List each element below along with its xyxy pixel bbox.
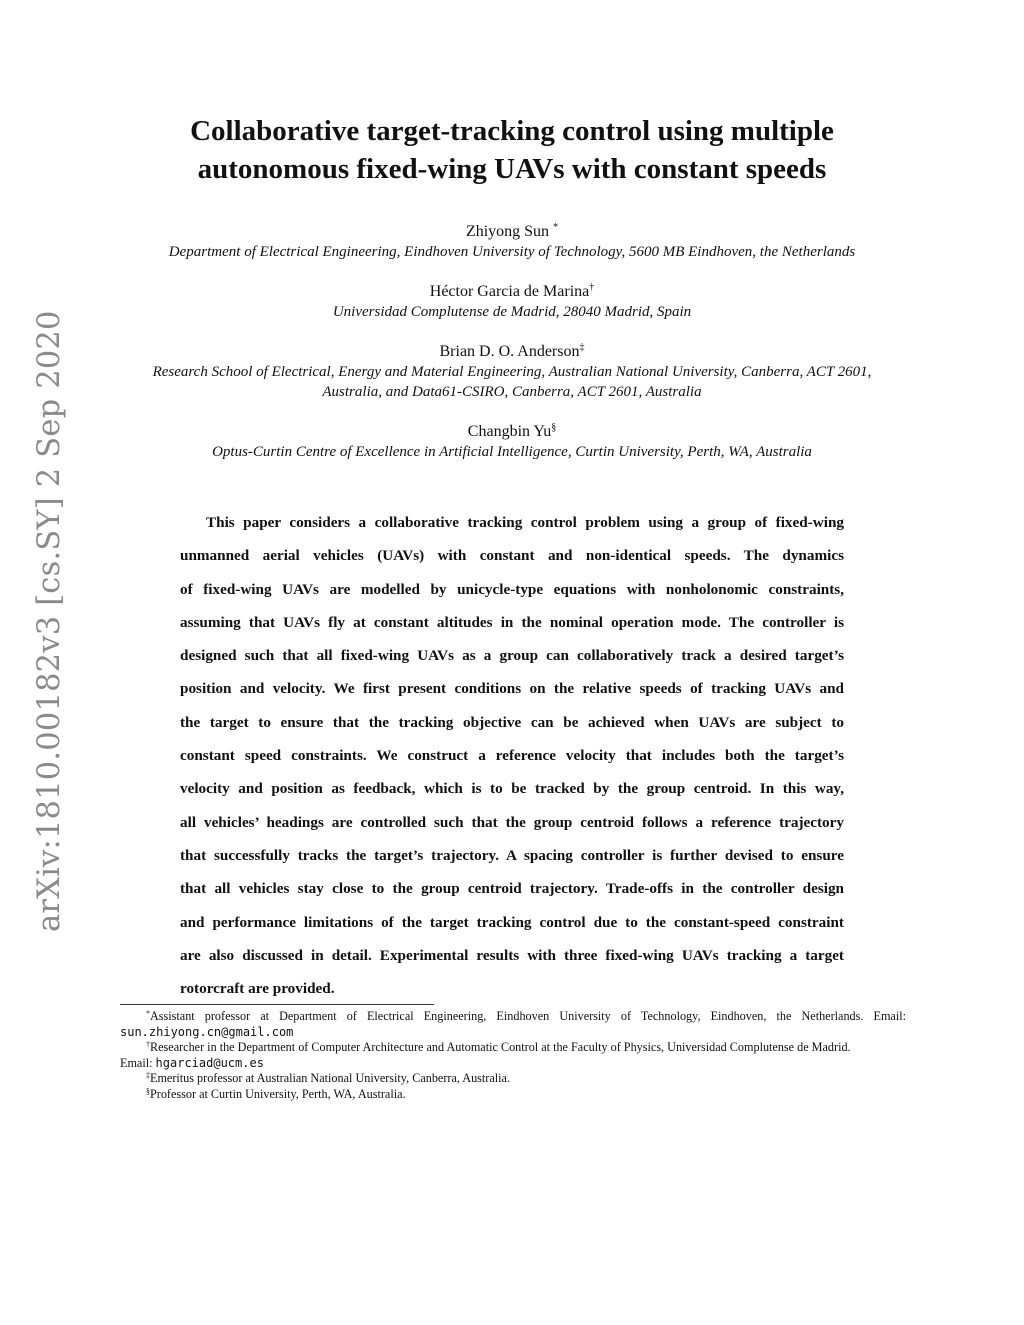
footnote-mark: §: [551, 422, 557, 433]
abstract-line: constant speed constraints. We construct a reference velocity that includes both the target’s: [180, 747, 844, 765]
footnote-mark: *: [146, 1009, 150, 1018]
footnote-mark: †: [146, 1040, 150, 1049]
author-affiliation-continued: Australia, and Data61-CSIRO, Canberra, ACT 2601, Australia: [322, 384, 702, 400]
abstract-line: rotorcraft are provided.: [180, 980, 335, 998]
author-block-1: [80, 222, 944, 262]
author-name: Héctor Garcia de Marina†: [429, 282, 595, 300]
footnote-2-email[interactable]: Email: hgarciad@ucm.es: [120, 1055, 264, 1070]
paper-title: [120, 112, 904, 188]
author-affiliation: Optus-Curtin Centre of Excellence in Artificial Intelligence, Curtin University, Perth, WA, Australia: [212, 444, 812, 460]
title-line-1: Collaborative target-tracking control using multiple: [190, 115, 834, 147]
author-block-3: [80, 342, 944, 402]
abstract-line: This paper considers a collaborative tracking control problem using a group of fixed-wing: [206, 514, 844, 531]
author-name: Brian D. O. Anderson‡: [439, 342, 585, 360]
abstract-line: all vehicles’ headings are controlled such that the group centroid follows a reference trajectory: [180, 813, 844, 831]
abstract-line: that successfully tracks the target’s trajectory. A spacing controller is further devised to ensure: [180, 846, 844, 864]
abstract-line: velocity and position as feedback, which is to be tracked by the group centroid. In this way,: [180, 780, 844, 798]
abstract-line: position and velocity. We first present conditions on the relative speeds of tracking UAVs and: [180, 680, 844, 698]
abstract-line: designed such that all fixed-wing UAVs as a group can collaboratively track a desired target’s: [180, 647, 844, 665]
author-name: Changbin Yu§: [467, 422, 557, 440]
author-affiliation: Universidad Complutense de Madrid, 28040 Madrid, Spain: [332, 304, 692, 320]
footnote-mark: ‡: [146, 1071, 150, 1080]
footnotes: [120, 1009, 906, 1102]
footnote-1-email[interactable]: sun.zhiyong.cn@gmail.com: [120, 1024, 294, 1039]
footnote-mark: †: [589, 282, 595, 293]
author-name: Zhiyong Sun *: [465, 222, 559, 240]
abstract-line: are also discussed in detail. Experimental results with three fixed-wing UAVs tracking a target: [180, 946, 844, 964]
abstract-line: unmanned aerial vehicles (UAVs) with constant and non-identical speeds. The dynamics: [180, 547, 844, 565]
title-line-2: autonomous fixed-wing UAVs with constant speeds: [197, 153, 827, 185]
author-block-4: [80, 422, 944, 462]
abstract-line: and performance limitations of the target tracking control due to the constant-speed constraint: [180, 913, 844, 931]
footnote-4: §Professor at Curtin University, Perth, WA, Australia.: [146, 1086, 406, 1101]
footnote-mark: §: [146, 1086, 150, 1096]
footnote-2: †Researcher in the Department of Computer Architecture and Automatic Control at the Faculty of Physics, Universidad Complutense de Madrid.: [146, 1040, 851, 1054]
author-block-2: [80, 282, 944, 322]
author-affiliation: Research School of Electrical, Energy and Material Engineering, Australian National University, Canberra, ACT 2601,: [152, 364, 872, 380]
footnote-divider: [120, 1004, 434, 1005]
abstract-line: the target to ensure that the tracking objective can be achieved when UAVs are subject to: [180, 713, 844, 731]
footnote-1: *Assistant professor at Department of Electrical Engineering, Eindhoven University of Technology, Eindhoven, the Netherlands. Email:: [146, 1009, 906, 1023]
abstract: [180, 506, 844, 1005]
abstract-line: that all vehicles stay close to the group centroid trajectory. Trade-offs in the controller design: [180, 880, 844, 898]
arxiv-identifier-stamp: arXiv:1810.00182v3 [cs.SY] 2 Sep 2020: [32, 310, 67, 932]
abstract-line: of fixed-wing UAVs are modelled by unicycle-type equations with nonholonomic constraints,: [180, 580, 844, 598]
footnote-3: ‡Emeritus professor at Australian National University, Canberra, Australia.: [146, 1071, 510, 1085]
abstract-line: assuming that UAVs fly at constant altitudes in the nominal operation mode. The controller is: [180, 613, 844, 631]
author-affiliation: Department of Electrical Engineering, Eindhoven University of Technology, 5600 MB Eindhoven, the Netherlands: [168, 244, 856, 260]
footnote-mark: *: [553, 222, 559, 233]
footnote-mark: ‡: [579, 342, 585, 353]
